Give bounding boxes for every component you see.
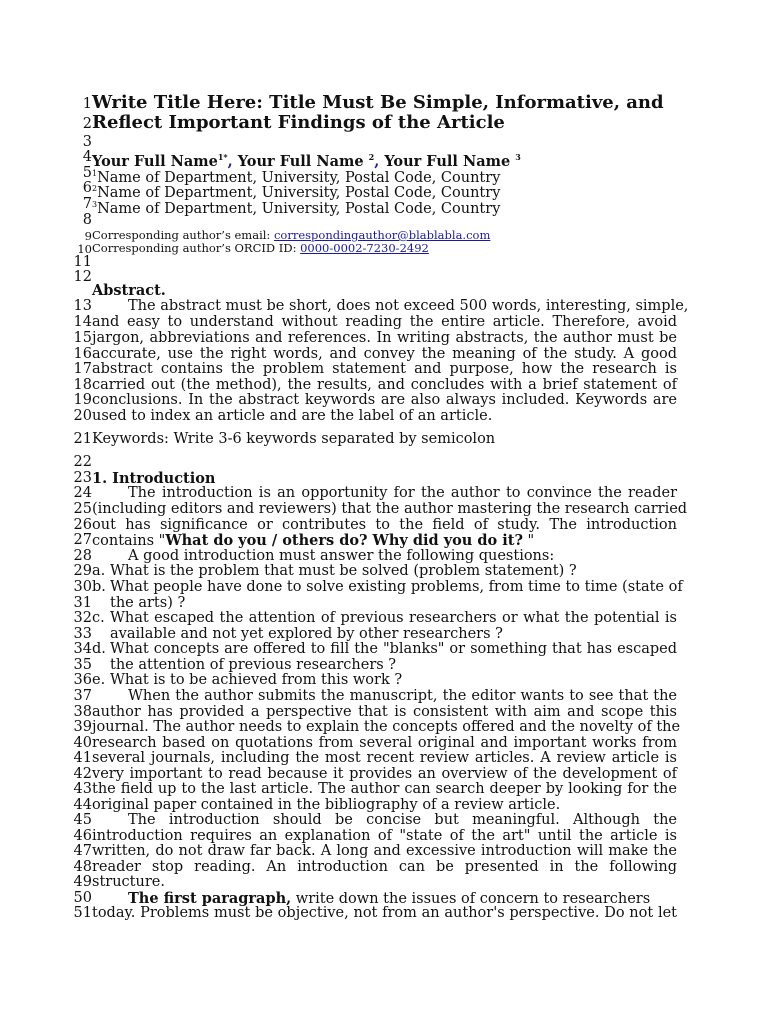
author-sep: , <box>227 152 233 170</box>
line-number: 44 <box>73 797 92 813</box>
question-line: What concepts are offered to fill the "blanks" or something that has escaped <box>110 641 677 657</box>
intro-line: out has significance or contributes to the field of study. The introduction <box>92 517 677 533</box>
line-number: 47 <box>73 843 92 859</box>
line-number: 50 <box>73 890 92 906</box>
line-number: 20 <box>73 408 92 424</box>
abstract-line: and easy to understand without reading the entire article. Therefore, avoid <box>92 314 677 330</box>
author-sep: , <box>374 152 380 170</box>
line-number: 1 <box>82 96 92 112</box>
line-number: 45 <box>73 812 92 828</box>
abstract-line: jargon, abbreviations and references. In writing abstracts, the author must be <box>92 330 677 346</box>
line-number: 9 <box>84 229 92 243</box>
line-number: 23 <box>73 470 92 486</box>
line-number: 29 <box>73 563 92 579</box>
abstract-line: abstract contains the problem statement and purpose, how the research is <box>92 361 677 377</box>
line-number: 33 <box>73 626 92 642</box>
intro-line: original paper contained in the bibliography of a review article. <box>92 797 561 813</box>
line-number: 46 <box>73 828 92 844</box>
intro-line <box>92 533 677 549</box>
line-number: 15 <box>73 330 92 346</box>
line-number: 17 <box>73 361 92 377</box>
question-label: a. <box>92 563 106 579</box>
intro-text: " <box>522 533 535 549</box>
author-2-sup: 2 <box>368 152 375 162</box>
intro-bold-lead: The first paragraph, <box>128 890 292 907</box>
question-line: What escaped the attention of previous researchers or what the potential is <box>110 610 677 626</box>
line-number: 21 <box>73 431 92 447</box>
author-1: Your Full Name <box>92 152 218 170</box>
line-number: 49 <box>73 874 92 890</box>
affiliation-sup: 2 <box>92 184 98 193</box>
abstract-line: carried out (the method), the results, and concludes with a brief statement of <box>92 377 677 393</box>
affiliation-text: Name of Department, University, Postal Code, Country <box>97 200 501 217</box>
line-number: 40 <box>73 735 92 751</box>
line-number: 5 <box>82 165 92 181</box>
question-line: available and not yet explored by other researchers ? <box>110 626 503 642</box>
line-number: 3 <box>82 134 92 150</box>
question-label: e. <box>92 672 106 688</box>
intro-line: written, do not draw far back. A long and excessive introduction will make the <box>92 843 677 859</box>
line-number: 6 <box>82 180 92 196</box>
question-line: What people have done to solve existing problems, from time to time (state of <box>110 579 683 595</box>
abstract-line: used to index an article and are the label of an article. <box>92 408 493 424</box>
line-number: 38 <box>73 704 92 720</box>
line-number: 11 <box>73 254 92 270</box>
line-number: 28 <box>73 548 92 564</box>
line-number: 36 <box>73 672 92 688</box>
line-number: 41 <box>73 750 92 766</box>
title-line-1: Write Title Here: Title Must Be Simple, Informative, and <box>92 92 664 113</box>
affiliation-text: Name of Department, University, Postal Code, Country <box>97 169 501 186</box>
affiliation-sup: 1 <box>92 169 98 178</box>
intro-line: research based on quotations from several original and important works from <box>92 735 677 751</box>
intro-line: reader stop reading. An introduction can be presented in the following <box>92 859 677 875</box>
keywords-line: Keywords: Write 3-6 keywords separated by semicolon <box>92 431 496 447</box>
intro-line: structure. <box>92 874 165 890</box>
line-number: 37 <box>73 688 92 704</box>
email-label: Corresponding author’s email: <box>92 228 274 242</box>
introduction-heading: 1. Introduction <box>92 470 216 487</box>
line-number: 30 <box>73 579 92 595</box>
affiliation-3 <box>92 197 677 217</box>
line-number: 35 <box>73 657 92 673</box>
abstract-heading: Abstract. <box>92 282 166 299</box>
line-number: 42 <box>73 766 92 782</box>
question-line: What is to be achieved from this work ? <box>110 672 403 688</box>
abstract-line: accurate, use the right words, and convey the meaning of the study. A good <box>92 346 677 362</box>
abstract-line: conclusions. In the abstract keywords are also always included. Keywords are <box>92 392 677 408</box>
line-number: 2 <box>82 116 92 132</box>
intro-line: journal. The author needs to explain the concepts offered and the novelty of the <box>92 719 681 735</box>
title-line-2: Reflect Important Findings of the Article <box>92 112 505 133</box>
question-label: c. <box>92 610 105 626</box>
line-number: 25 <box>73 501 92 517</box>
intro-line: A good introduction must answer the following questions: <box>128 548 555 564</box>
line-number: 32 <box>73 610 92 626</box>
intro-line: (including editors and reviewers) that the author mastering the research carried <box>92 501 688 517</box>
line-number: 7 <box>82 196 92 212</box>
line-number: 16 <box>73 346 92 362</box>
author-1-sup: 1* <box>217 152 228 162</box>
line-number: 51 <box>73 905 92 921</box>
intro-text: contains " <box>92 533 166 549</box>
intro-line: When the author submits the manuscript, the editor wants to see that the <box>128 688 677 704</box>
intro-line: introduction requires an explanation of "state of the art" until the article is <box>92 828 677 844</box>
line-number: 14 <box>73 314 92 330</box>
intro-line: several journals, including the most recent review articles. A review article is <box>92 750 677 766</box>
line-number: 12 <box>73 269 92 285</box>
intro-line: today. Problems must be objective, not from an author's perspective. Do not let <box>92 905 677 921</box>
question-line: the attention of previous researchers ? <box>110 657 397 673</box>
author-2: Your Full Name <box>232 152 369 170</box>
intro-line: author has provided a perspective that is consistent with aim and scope this <box>92 704 677 720</box>
line-number: 27 <box>73 532 92 548</box>
abstract-line: The abstract must be short, does not exceed 500 words, interesting, simple, <box>128 298 689 314</box>
line-number: 48 <box>73 859 92 875</box>
affiliation-sup: 3 <box>92 200 98 209</box>
question-line: the arts) ? <box>110 595 186 611</box>
line-number: 31 <box>73 595 92 611</box>
line-number: 39 <box>73 719 92 735</box>
affiliation-text: Name of Department, University, Postal Code, Country <box>97 184 501 201</box>
line-number: 19 <box>73 392 92 408</box>
question-label: b. <box>92 579 106 595</box>
email-link[interactable]: correspondingauthor@blablabla.com <box>273 228 491 242</box>
intro-line: very important to read because it provides an overview of the development of <box>92 766 677 782</box>
line-number: 10 <box>77 242 92 256</box>
line-number: 43 <box>73 781 92 797</box>
line-number: 34 <box>73 641 92 657</box>
orcid-link[interactable]: 0000-0002-7230-2492 <box>300 241 429 255</box>
line-number: 24 <box>73 485 92 501</box>
line-number: 4 <box>82 149 92 165</box>
line-number: 22 <box>73 454 92 470</box>
author-3: Your Full Name <box>379 152 516 170</box>
intro-line: The introduction is an opportunity for the author to convince the reader <box>128 485 677 501</box>
intro-text: write down the issues of concern to researchers <box>291 891 651 907</box>
line-number: 13 <box>73 298 92 314</box>
intro-line: The introduction should be concise but meaningful. Although the <box>128 812 677 828</box>
question-label: d. <box>92 641 106 657</box>
line-number: 18 <box>73 377 92 393</box>
line-number: 8 <box>82 212 92 228</box>
orcid-label: Corresponding author’s ORCID ID: <box>92 241 301 255</box>
intro-line: the field up to the last article. The author can search deeper by looking for the <box>92 781 677 797</box>
line-number: 26 <box>73 517 92 533</box>
question-line: What is the problem that must be solved (problem statement) ? <box>110 563 577 579</box>
author-3-sup: 3 <box>515 152 521 162</box>
intro-bold-question: What do you / others do? Why did you do it? <box>165 532 523 549</box>
corresponding-orcid-line <box>92 241 677 256</box>
